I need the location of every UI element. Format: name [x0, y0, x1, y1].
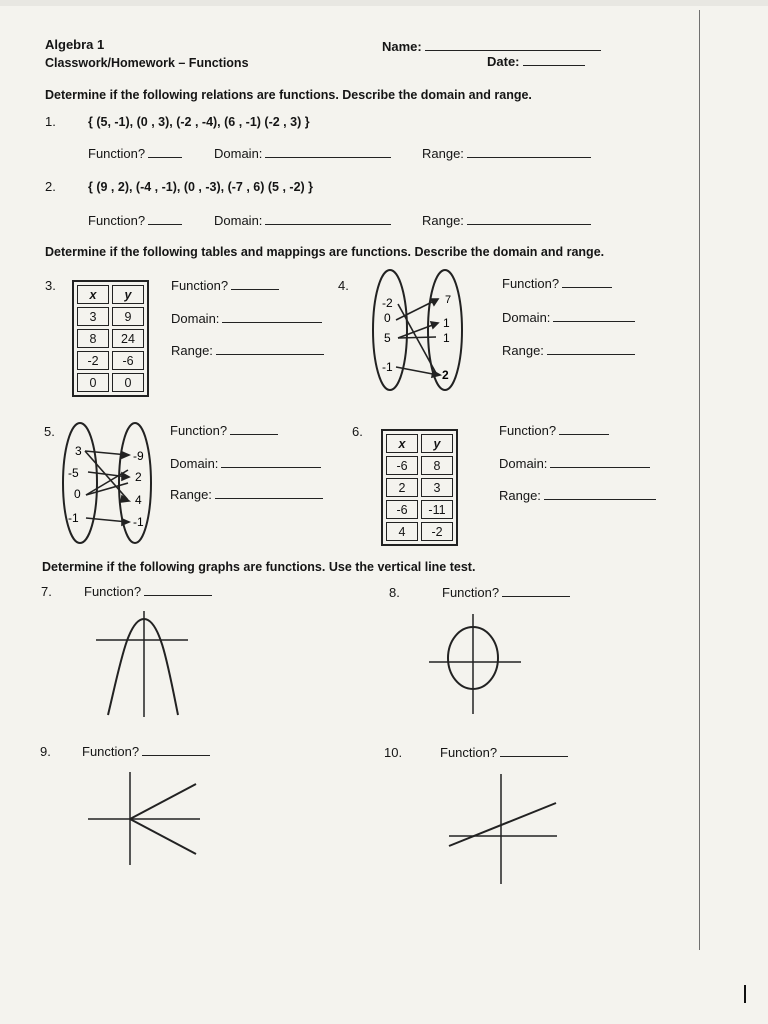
name-label: Name:: [382, 39, 422, 54]
table-row: [77, 351, 144, 370]
answer-blank[interactable]: [142, 754, 210, 756]
function-label: Function?: [442, 585, 500, 600]
problem-1-function[interactable]: [88, 146, 182, 161]
domain-label: Domain:: [499, 456, 548, 471]
answer-blank[interactable]: [231, 288, 279, 290]
answer-blank[interactable]: [553, 320, 635, 322]
answer-blank[interactable]: [222, 321, 322, 323]
function-label: Function?: [82, 744, 140, 759]
problem-2-range[interactable]: [422, 213, 591, 228]
problem-9-graph-sideways-v: [84, 768, 204, 868]
range-label: Range:: [499, 488, 541, 503]
problem-4-mapping-diagram: [370, 265, 466, 400]
problem-2-function[interactable]: [88, 213, 182, 228]
problem-7-number: 7.: [41, 584, 52, 599]
mapping-output-label: 1: [443, 331, 450, 345]
arrowhead: [122, 473, 129, 480]
graph-line: [449, 803, 556, 846]
problem-8-graph-circle: [425, 612, 525, 716]
problem-5-domain[interactable]: [170, 456, 321, 471]
problem-7-function[interactable]: [84, 584, 212, 599]
table-row: [77, 329, 144, 348]
function-label: Function?: [88, 146, 146, 161]
problem-8-function[interactable]: [442, 585, 570, 600]
problem-3-range[interactable]: [171, 343, 324, 358]
date-label: Date:: [487, 54, 520, 69]
problem-5-range[interactable]: [170, 487, 323, 502]
problem-2-number: 2.: [45, 179, 56, 194]
mapping-arrow: [398, 337, 436, 338]
answer-blank[interactable]: [562, 286, 612, 288]
arrowhead: [432, 371, 440, 377]
table-cell: 24: [112, 329, 144, 348]
problem-5-function[interactable]: [170, 423, 278, 438]
function-label: Function?: [88, 213, 146, 228]
table-cell: -11: [421, 500, 453, 519]
mapping-input-label: -1: [68, 511, 79, 525]
table-cell: 9: [112, 307, 144, 326]
problem-2-domain[interactable]: [214, 213, 391, 228]
mapping-input-label: -5: [68, 466, 79, 480]
mapping-output-label: 7: [445, 294, 452, 306]
range-label: Range:: [502, 343, 544, 358]
domain-label: Domain:: [170, 456, 219, 471]
parabola-curve: [108, 619, 178, 715]
function-label: Function?: [171, 278, 229, 293]
table-cell: 0: [77, 373, 109, 392]
section3-instructions: Determine if the following graphs are functions. Use the vertical line test.: [42, 560, 476, 574]
answer-blank[interactable]: [221, 466, 321, 468]
domain-label: Domain:: [502, 310, 551, 325]
course-title: Algebra 1: [45, 37, 105, 52]
section2-instructions: Determine if the following tables and mappings are functions. Describe the domain and range.: [45, 245, 605, 259]
function-label: Function?: [84, 584, 142, 599]
table-header-x: x: [77, 285, 109, 304]
answer-blank[interactable]: [215, 497, 323, 499]
problem-4-domain[interactable]: [502, 310, 635, 325]
table-cell: 8: [421, 456, 453, 475]
mapping-output-label: 1: [443, 316, 450, 330]
mapping-output-label: 4: [135, 493, 142, 507]
table-cell: -6: [112, 351, 144, 370]
mapping-output-label: -9: [133, 449, 144, 463]
problem-6-function[interactable]: [499, 423, 609, 438]
worksheet-subtitle: Classwork/Homework – Functions: [45, 56, 249, 70]
arrowhead: [122, 452, 129, 458]
problem-5-mapping-diagram: [60, 415, 160, 551]
problem-4-function[interactable]: [502, 276, 612, 291]
problem-6-domain[interactable]: [499, 456, 650, 471]
table-row: [77, 307, 144, 326]
table-row: [386, 500, 453, 519]
problem-3-number: 3.: [45, 278, 56, 293]
answer-blank[interactable]: [265, 223, 391, 225]
function-label: Function?: [502, 276, 560, 291]
mapping-output-label: 2: [135, 470, 142, 484]
name-blank[interactable]: [425, 49, 601, 51]
domain-label: Domain:: [171, 311, 220, 326]
problem-6-range[interactable]: [499, 488, 656, 503]
table-header-y: y: [421, 434, 453, 453]
problem-8-number: 8.: [389, 585, 400, 600]
problem-6-table: [381, 429, 458, 546]
page-fold-line: [699, 10, 700, 950]
answer-blank[interactable]: [467, 156, 591, 158]
answer-blank[interactable]: [216, 353, 324, 355]
section1-instructions: Determine if the following relations are functions. Describe the domain and range.: [45, 88, 532, 102]
mapping-output-label: 2: [442, 368, 449, 382]
table-row: [386, 522, 453, 541]
domain-label: Domain:: [214, 213, 263, 228]
range-label: Range:: [422, 213, 464, 228]
problem-1-domain[interactable]: [214, 146, 391, 161]
date-field[interactable]: [487, 54, 585, 69]
function-label: Function?: [170, 423, 228, 438]
arrowhead: [431, 299, 438, 305]
stray-scan-mark: [744, 985, 746, 1003]
problem-9-number: 9.: [40, 744, 51, 759]
table-header-y: y: [112, 285, 144, 304]
table-cell: 0: [112, 373, 144, 392]
problem-10-function[interactable]: [440, 745, 568, 760]
answer-blank[interactable]: [547, 353, 635, 355]
arrowhead: [122, 519, 129, 525]
problem-6-number: 6.: [352, 424, 363, 439]
mapping-input-label: 0: [384, 311, 391, 325]
function-label: Function?: [499, 423, 557, 438]
range-label: Range:: [171, 343, 213, 358]
problem-10-graph-line: [445, 770, 560, 888]
problem-9-function[interactable]: [82, 744, 210, 759]
mapping-input-label: 5: [384, 331, 391, 345]
table-cell: 2: [386, 478, 418, 497]
table-cell: -6: [386, 456, 418, 475]
table-cell: -2: [421, 522, 453, 541]
input-oval: [63, 423, 97, 543]
mapping-input-label: 3: [75, 444, 82, 458]
scan-top-edge: [0, 0, 768, 6]
range-label: Range:: [422, 146, 464, 161]
table-cell: 3: [77, 307, 109, 326]
arrowhead: [431, 322, 438, 328]
table-row: [77, 373, 144, 392]
problem-10-number: 10.: [384, 745, 403, 760]
answer-blank[interactable]: [500, 755, 568, 757]
mapping-input-label: -2: [382, 296, 393, 310]
answer-blank[interactable]: [559, 433, 609, 435]
table-cell: 8: [77, 329, 109, 348]
problem-1-range[interactable]: [422, 146, 591, 161]
answer-blank[interactable]: [265, 156, 391, 158]
problem-1-set: { (5, -1), (0 , 3), (-2 , -4), (6 , -1) (-2 , 3) }: [88, 115, 310, 129]
mapping-input-label: -1: [382, 360, 393, 374]
problem-5-number: 5.: [44, 424, 55, 439]
table-cell: 4: [386, 522, 418, 541]
mapping-input-label: 0: [74, 487, 81, 501]
problem-3-domain[interactable]: [171, 311, 322, 326]
problem-7-graph-parabola: [90, 605, 200, 720]
problem-1-number: 1.: [45, 114, 56, 129]
table-cell: -6: [386, 500, 418, 519]
table-cell: -2: [77, 351, 109, 370]
problem-4-number: 4.: [338, 278, 349, 293]
answer-blank[interactable]: [544, 498, 656, 500]
problem-4-range[interactable]: [502, 343, 635, 358]
lower-ray: [130, 819, 196, 854]
table-header-x: x: [386, 434, 418, 453]
date-blank[interactable]: [523, 64, 585, 66]
answer-blank[interactable]: [550, 466, 650, 468]
table-cell: 3: [421, 478, 453, 497]
mapping-output-label: -1: [133, 515, 144, 529]
answer-blank[interactable]: [467, 223, 591, 225]
problem-3-table: [72, 280, 149, 397]
answer-blank[interactable]: [230, 433, 278, 435]
answer-blank[interactable]: [502, 595, 570, 597]
upper-ray: [130, 784, 196, 819]
answer-blank[interactable]: [148, 156, 182, 158]
name-field[interactable]: [382, 39, 601, 54]
table-row: [386, 478, 453, 497]
function-label: Function?: [440, 745, 498, 760]
domain-label: Domain:: [214, 146, 263, 161]
table-row: [386, 456, 453, 475]
answer-blank[interactable]: [144, 594, 212, 596]
problem-2-set: { (9 , 2), (-4 , -1), (0 , -3), (-7 , 6) (5 , -2) }: [88, 180, 314, 194]
range-label: Range:: [170, 487, 212, 502]
answer-blank[interactable]: [148, 223, 182, 225]
problem-3-function[interactable]: [171, 278, 279, 293]
